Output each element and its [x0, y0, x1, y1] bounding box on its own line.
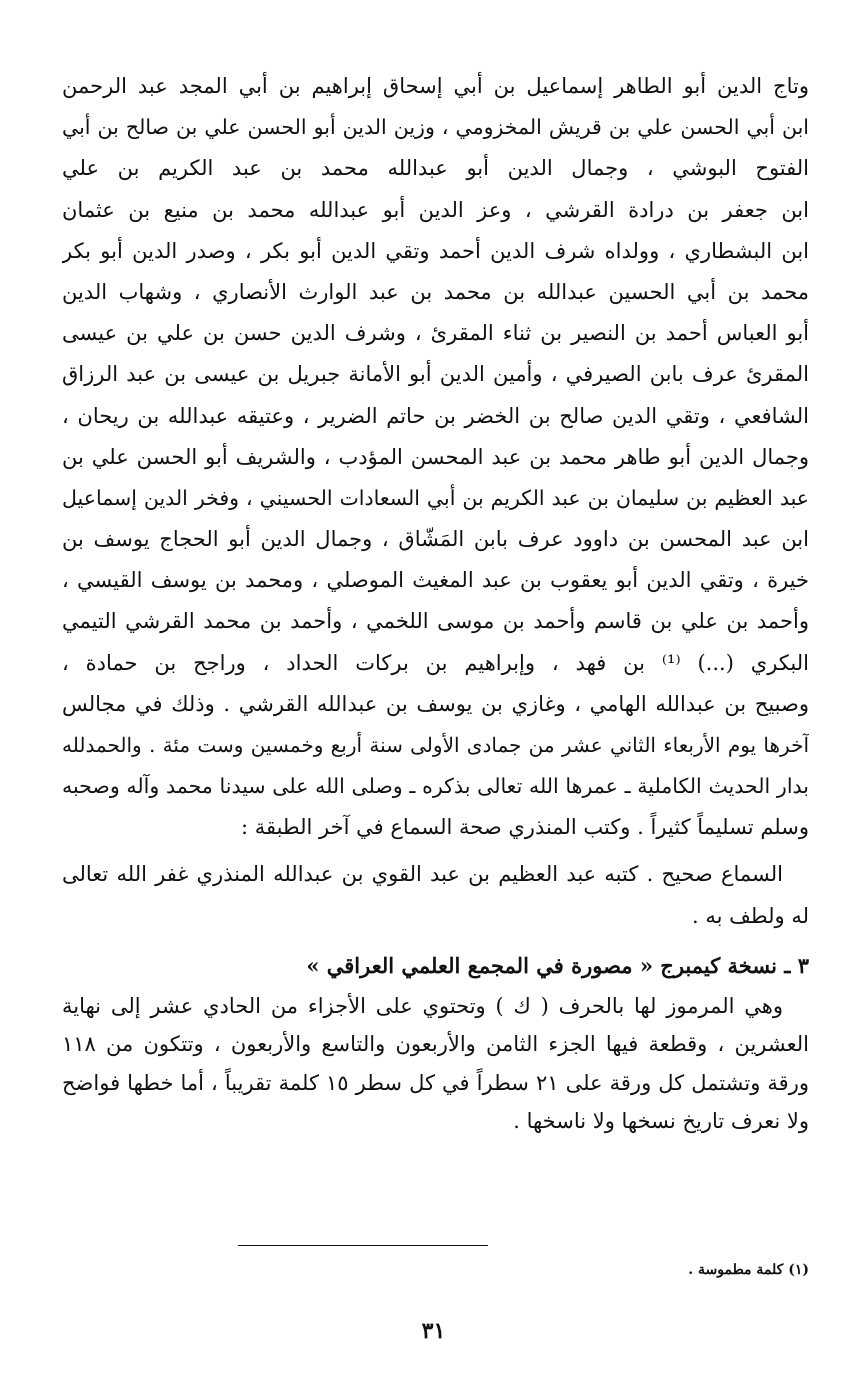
text-line: ورقة وتشتمل كل ورقة على ٢١ سطراً في كل سطر ١٥ كلمة تقريباً ، أما خطها فواضح: [62, 1070, 809, 1095]
text-line: المقرئ عرف بابن الصيرفي ، وأمين الدين أبو الأمانة جبريل بن عيسى بن عبد الرزاق: [62, 362, 809, 387]
text-line: ولا نعرف تاريخ نسخها ولا ناسخها .: [513, 1109, 809, 1134]
paragraph-listening-chain: [62, 66, 809, 849]
text-line: له ولطف به .: [692, 903, 809, 928]
section-heading: ٣ ـ نسخة كيمبرج « مصورة في المجمع العلمي العراقي »: [306, 952, 809, 978]
text-line: محمد بن أبي الحسين عبدالله بن محمد بن عبد الوارث الأنصاري ، وشهاب الدين: [62, 279, 809, 304]
text-line: بدار الحديث الكاملية ـ عمرها الله تعالى بذكره ـ وصلى الله على سيدنا محمد وآله وصحبه: [62, 774, 809, 799]
text-line: ابن أبي الحسن علي بن قريش المخزومي ، وزين الدين أبو الحسن علي بن صالح بن أبي: [62, 115, 809, 140]
paragraph-manuscript-description: [62, 987, 809, 1141]
text-line: ابن جعفر بن درادة القرشي ، وعز الدين أبو عبدالله محمد بن منيع بن عثمان: [62, 197, 809, 222]
text-line: وجمال الدين أبو طاهر محمد بن عبد المحسن المؤدب ، والشريف أبو الحسن علي بن: [62, 444, 809, 469]
text-line: وتاج الدين أبو الطاهر إسماعيل بن أبي إسحاق إبراهيم بن أبي المجد عبد الرحمن: [62, 74, 809, 98]
text-line: عبد العظيم بن سليمان بن عبد الكريم بن أبي السعادات الحسيني ، وفخر الدين إسماعيل: [62, 485, 809, 510]
footnote: (١) كلمة مطموسة .: [688, 1262, 809, 1278]
text-line: العشرين ، وقطعة فيها الجزء الثامن والأربعون والتاسع والأربعون ، وتتكون من ١١٨: [62, 1032, 809, 1057]
text-line: وهي المرموز لها بالحرف ( ك ) وتحتوي على الأجزاء من الحادي عشر إلى نهاية: [62, 993, 783, 1018]
paragraph-mundhiri-note: [62, 853, 809, 937]
text-line: آخرها يوم الأربعاء الثاني عشر من جمادى الأولى سنة أربع وخمسين وست مئة . والحمدلله: [62, 733, 809, 757]
text-line-footnote-ref: البكري (...) ⁽¹⁾ بن فهد ، وإبراهيم بن بركات الحداد ، وراجح بن حمادة ،: [62, 650, 809, 675]
text-line: وسلم تسليماً كثيراً . وكتب المنذري صحة السماع في آخر الطبقة :: [240, 815, 809, 840]
text-line: خيرة ، وتقي الدين أبو يعقوب بن عبد المغيث الموصلي ، ومحمد بن يوسف القيسي ،: [62, 568, 809, 593]
text-line: الشافعي ، وتقي الدين صالح بن الخضر بن حاتم الضرير ، وعتيقه عبدالله بن ريحان ،: [62, 403, 809, 428]
text-line: السماع صحيح . كتبه عبد العظيم بن عبد القوي بن عبدالله المنذري غفر الله تعالى: [62, 861, 783, 886]
footnote-divider: [238, 1245, 488, 1246]
text-line: الفتوح البوشي ، وجمال الدين أبو عبدالله محمد بن عبد الكريم بن علي: [62, 156, 809, 181]
text-line: وصبيح بن عبدالله الهامي ، وغازي بن يوسف بن عبدالله القرشي . وذلك في مجالس: [62, 691, 809, 716]
page-number: ٣١: [421, 1318, 446, 1344]
text-line: ابن عبد المحسن بن داوود عرف بابن المَشّاق ، وجمال الدين أبو الحجاج يوسف بن: [62, 527, 809, 552]
text-line: ابن البشطاري ، وولداه شرف الدين أحمد وتقي الدين أبو بكر ، وصدر الدين أبو بكر: [62, 238, 809, 263]
text-line: أبو العباس أحمد بن النصير بن ثناء المقرئ ، وشرف الدين حسن بن علي بن عيسى: [62, 321, 809, 346]
text-line: وأحمد بن علي بن قاسم وأحمد بن موسى اللخمي ، وأحمد بن محمد القرشي التيمي: [62, 609, 809, 634]
